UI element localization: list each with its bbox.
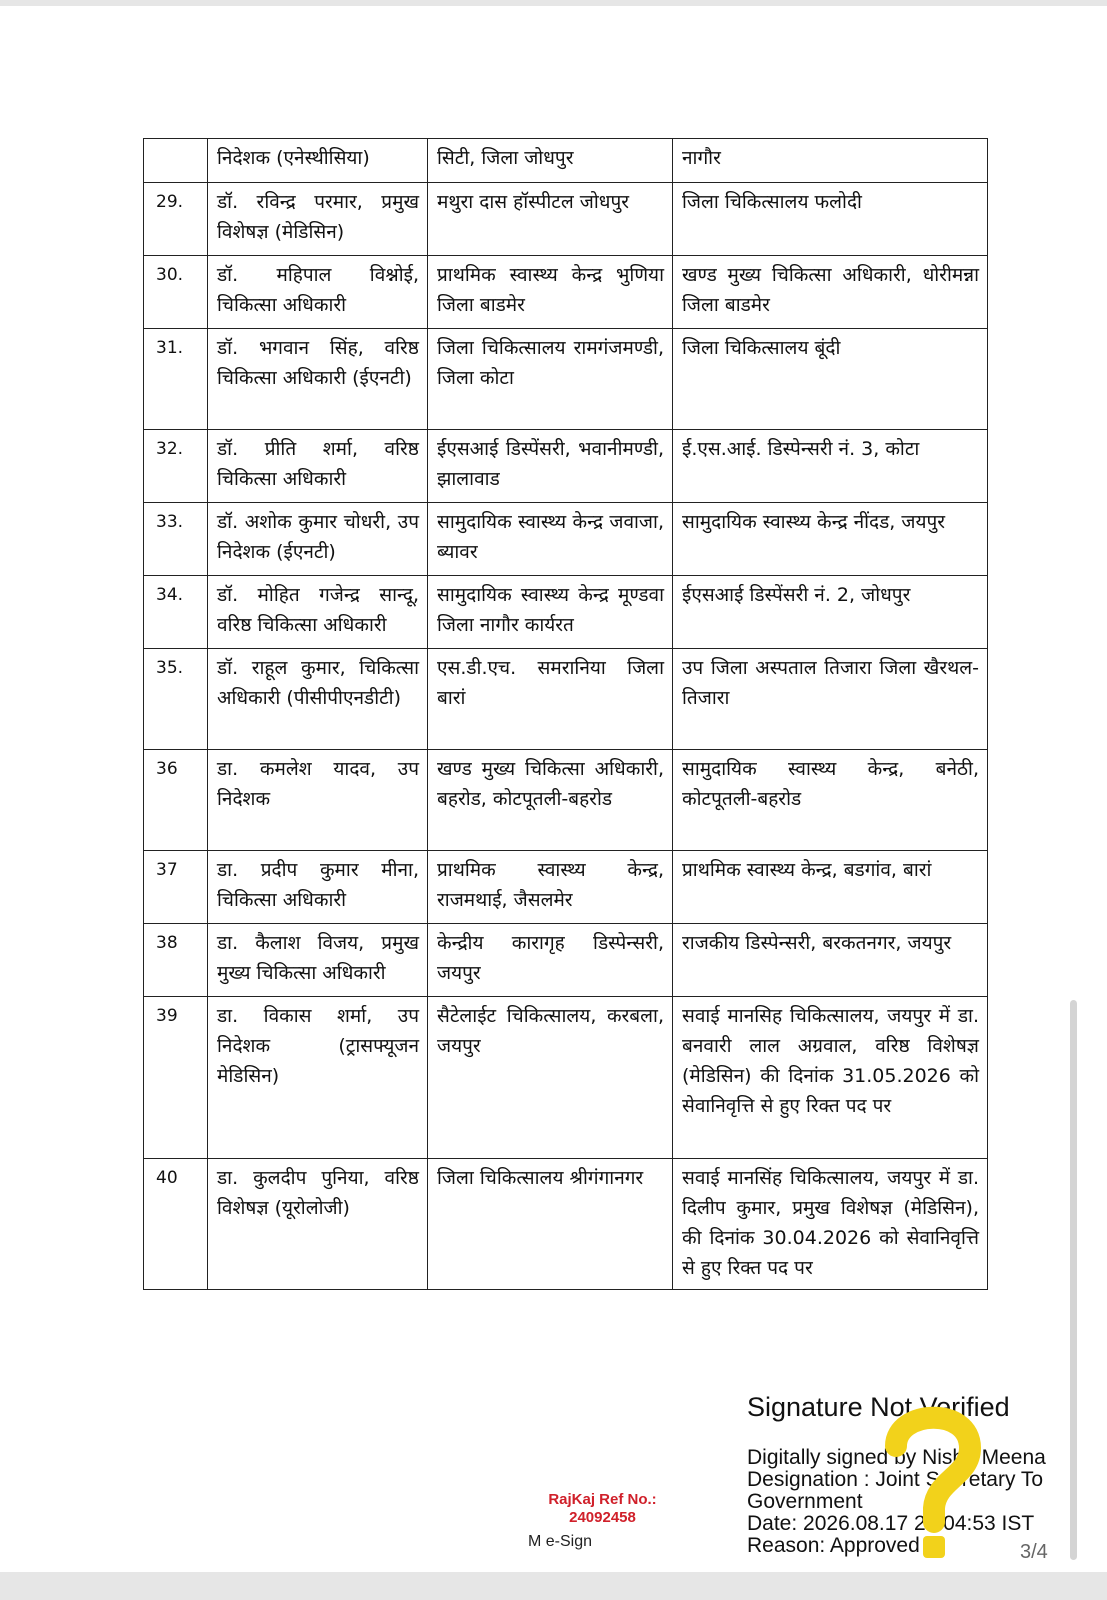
transfer-table xyxy=(143,138,988,1290)
new-posting: सामुदायिक स्वास्थ्य केन्द्र नींदड, जयपुर xyxy=(673,503,988,576)
top-edge xyxy=(0,0,1107,6)
serial-number: 39 xyxy=(144,997,208,1159)
serial-number: 37 xyxy=(144,851,208,924)
new-posting: ईएसआई डिस्पेंसरी नं. 2, जोधपुर xyxy=(673,576,988,649)
table-row xyxy=(144,139,988,183)
esign-label: M e-Sign xyxy=(528,1533,593,1550)
current-posting: जिला चिकित्सालय रामगंजमण्डी, जिला कोटा xyxy=(428,329,673,430)
new-posting: सवाई मानसिंह चिकित्सालय, जयपुर में डा. दिलीप कुमार, प्रमुख विशेषज्ञ (मेडिसिन), की दिनांक 30.04.2026 को सेवानिवृत्ति से हुए रिक्त पद पर xyxy=(673,1159,988,1290)
bottom-edge xyxy=(0,1572,1107,1600)
signature-status: Signature Not Verified xyxy=(747,1392,1010,1422)
officer-name: डा. कैलाश विजय, प्रमुख मुख्य चिकित्सा अधिकारी xyxy=(208,924,428,997)
current-posting: जिला चिकित्सालय श्रीगंगानगर xyxy=(428,1159,673,1290)
rajkaj-ref xyxy=(510,1491,695,1527)
current-posting: एस.डी.एच. समरानिया जिला बारां xyxy=(428,649,673,750)
current-posting: मथुरा दास हॉस्पीटल जोधपुर xyxy=(428,183,673,256)
officer-name: डॉ. अशोक कुमार चोधरी, उप निदेशक (ईएनटी) xyxy=(208,503,428,576)
current-posting: सामुदायिक स्वास्थ्य केन्द्र जवाजा, ब्यावर xyxy=(428,503,673,576)
serial-number: 32. xyxy=(144,430,208,503)
current-posting: सिटी, जिला जोधपुर xyxy=(428,139,673,183)
signature-designation: Designation : Joint Secretary To xyxy=(747,1468,1044,1491)
officer-name: डॉ. राहूल कुमार, चिकित्सा अधिकारी (पीसीपीएनडीटी) xyxy=(208,649,428,750)
table-row xyxy=(144,750,988,851)
question-mark-curve xyxy=(896,1418,970,1522)
officer-name: डा. कुलदीप पुनिया, वरिष्ठ विशेषज्ञ (यूरोलोजी) xyxy=(208,1159,428,1290)
serial-number: 29. xyxy=(144,183,208,256)
new-posting: उप जिला अस्पताल तिजारा जिला खैरथल-तिजारा xyxy=(673,649,988,750)
new-posting: खण्ड मुख्य चिकित्सा अधिकारी, धोरीमन्ना जिला बाडमेर xyxy=(673,256,988,329)
signature-signed-by: Digitally signed by Nisha Meena xyxy=(747,1446,1046,1469)
officer-name: डा. विकास शर्मा, उप निदेशक (ट्रासफ्यूजन मेडिसिन) xyxy=(208,997,428,1159)
officer-name: डॉ. महिपाल विश्नोई, चिकित्सा अधिकारी xyxy=(208,256,428,329)
officer-name: डॉ. प्रीति शर्मा, वरिष्ठ चिकित्सा अधिकारी xyxy=(208,430,428,503)
serial-number xyxy=(144,139,208,183)
serial-number: 40 xyxy=(144,1159,208,1290)
current-posting: सैटेलाईट चिकित्सालय, करबला, जयपुर xyxy=(428,997,673,1159)
scrollbar[interactable] xyxy=(1070,1000,1077,1560)
new-posting: जिला चिकित्सालय फलोदी xyxy=(673,183,988,256)
new-posting: जिला चिकित्सालय बूंदी xyxy=(673,329,988,430)
table-row xyxy=(144,997,988,1159)
table-row xyxy=(144,576,988,649)
signature-reason: Reason: Approved xyxy=(747,1534,920,1557)
new-posting: प्राथमिक स्वास्थ्य केन्द्र, बडगांव, बारां xyxy=(673,851,988,924)
question-mark-icon xyxy=(878,1398,988,1568)
signature-date: Date: 2026.08.17 23:04:53 IST xyxy=(747,1512,1035,1535)
serial-number: 35. xyxy=(144,649,208,750)
serial-number: 34. xyxy=(144,576,208,649)
officer-name: डॉ. मोहित गजेन्द्र सान्दू, वरिष्ठ चिकित्सा अधिकारी xyxy=(208,576,428,649)
table-row xyxy=(144,430,988,503)
serial-number: 30. xyxy=(144,256,208,329)
new-posting: ई.एस.आई. डिस्पेन्सरी नं. 3, कोटा xyxy=(673,430,988,503)
serial-number: 36 xyxy=(144,750,208,851)
table-row xyxy=(144,851,988,924)
signature-designation-cont: Government xyxy=(747,1490,863,1513)
table-row xyxy=(144,1159,988,1290)
rajkaj-ref-label: RajKaj Ref No.: xyxy=(548,1491,657,1508)
officer-name: डॉ. भगवान सिंह, वरिष्ठ चिकित्सा अधिकारी (ईएनटी) xyxy=(208,329,428,430)
current-posting: केन्द्रीय कारागृह डिस्पेन्सरी, जयपुर xyxy=(428,924,673,997)
table-row xyxy=(144,649,988,750)
page-number: 3/4 xyxy=(1020,1541,1048,1563)
serial-number: 33. xyxy=(144,503,208,576)
table-row xyxy=(144,503,988,576)
table-row xyxy=(144,329,988,430)
current-posting: सामुदायिक स्वास्थ्य केन्द्र मूण्डवा जिला नागौर कार्यरत xyxy=(428,576,673,649)
table-row xyxy=(144,256,988,329)
table-row xyxy=(144,924,988,997)
current-posting: प्राथमिक स्वास्थ्य केन्द्र भुणिया जिला बाडमेर xyxy=(428,256,673,329)
officer-name: डा. कमलेश यादव, उप निदेशक xyxy=(208,750,428,851)
current-posting: ईएसआई डिस्पेंसरी, भवानीमण्डी, झालावाड xyxy=(428,430,673,503)
rajkaj-ref-number: 24092458 xyxy=(569,1509,636,1526)
new-posting: नागौर xyxy=(673,139,988,183)
officer-name: डॉ. रविन्द्र परमार, प्रमुख विशेषज्ञ (मेडिसिन) xyxy=(208,183,428,256)
officer-name: डा. प्रदीप कुमार मीना, चिकित्सा अधिकारी xyxy=(208,851,428,924)
new-posting: राजकीय डिस्पेन्सरी, बरकतनगर, जयपुर xyxy=(673,924,988,997)
new-posting: सामुदायिक स्वास्थ्य केन्द्र, बनेठी, कोटपूतली-बहरोड xyxy=(673,750,988,851)
new-posting: सवाई मानसिह चिकित्सालय, जयपुर में डा. बनवारी लाल अग्रवाल, वरिष्ठ विशेषज्ञ (मेडिसिन) की दिनांक 31.05.2026 को सेवानिवृत्ति से हुए रिक्त पद पर xyxy=(673,997,988,1159)
current-posting: प्राथमिक स्वास्थ्य केन्द्र, राजमथाई, जैसलमेर xyxy=(428,851,673,924)
serial-number: 31. xyxy=(144,329,208,430)
officer-name: निदेशक (एनेस्थीसिया) xyxy=(208,139,428,183)
current-posting: खण्ड मुख्य चिकित्सा अधिकारी, बहरोड, कोटपूतली-बहरोड xyxy=(428,750,673,851)
serial-number: 38 xyxy=(144,924,208,997)
question-mark-dot xyxy=(923,1536,945,1558)
table-row xyxy=(144,183,988,256)
